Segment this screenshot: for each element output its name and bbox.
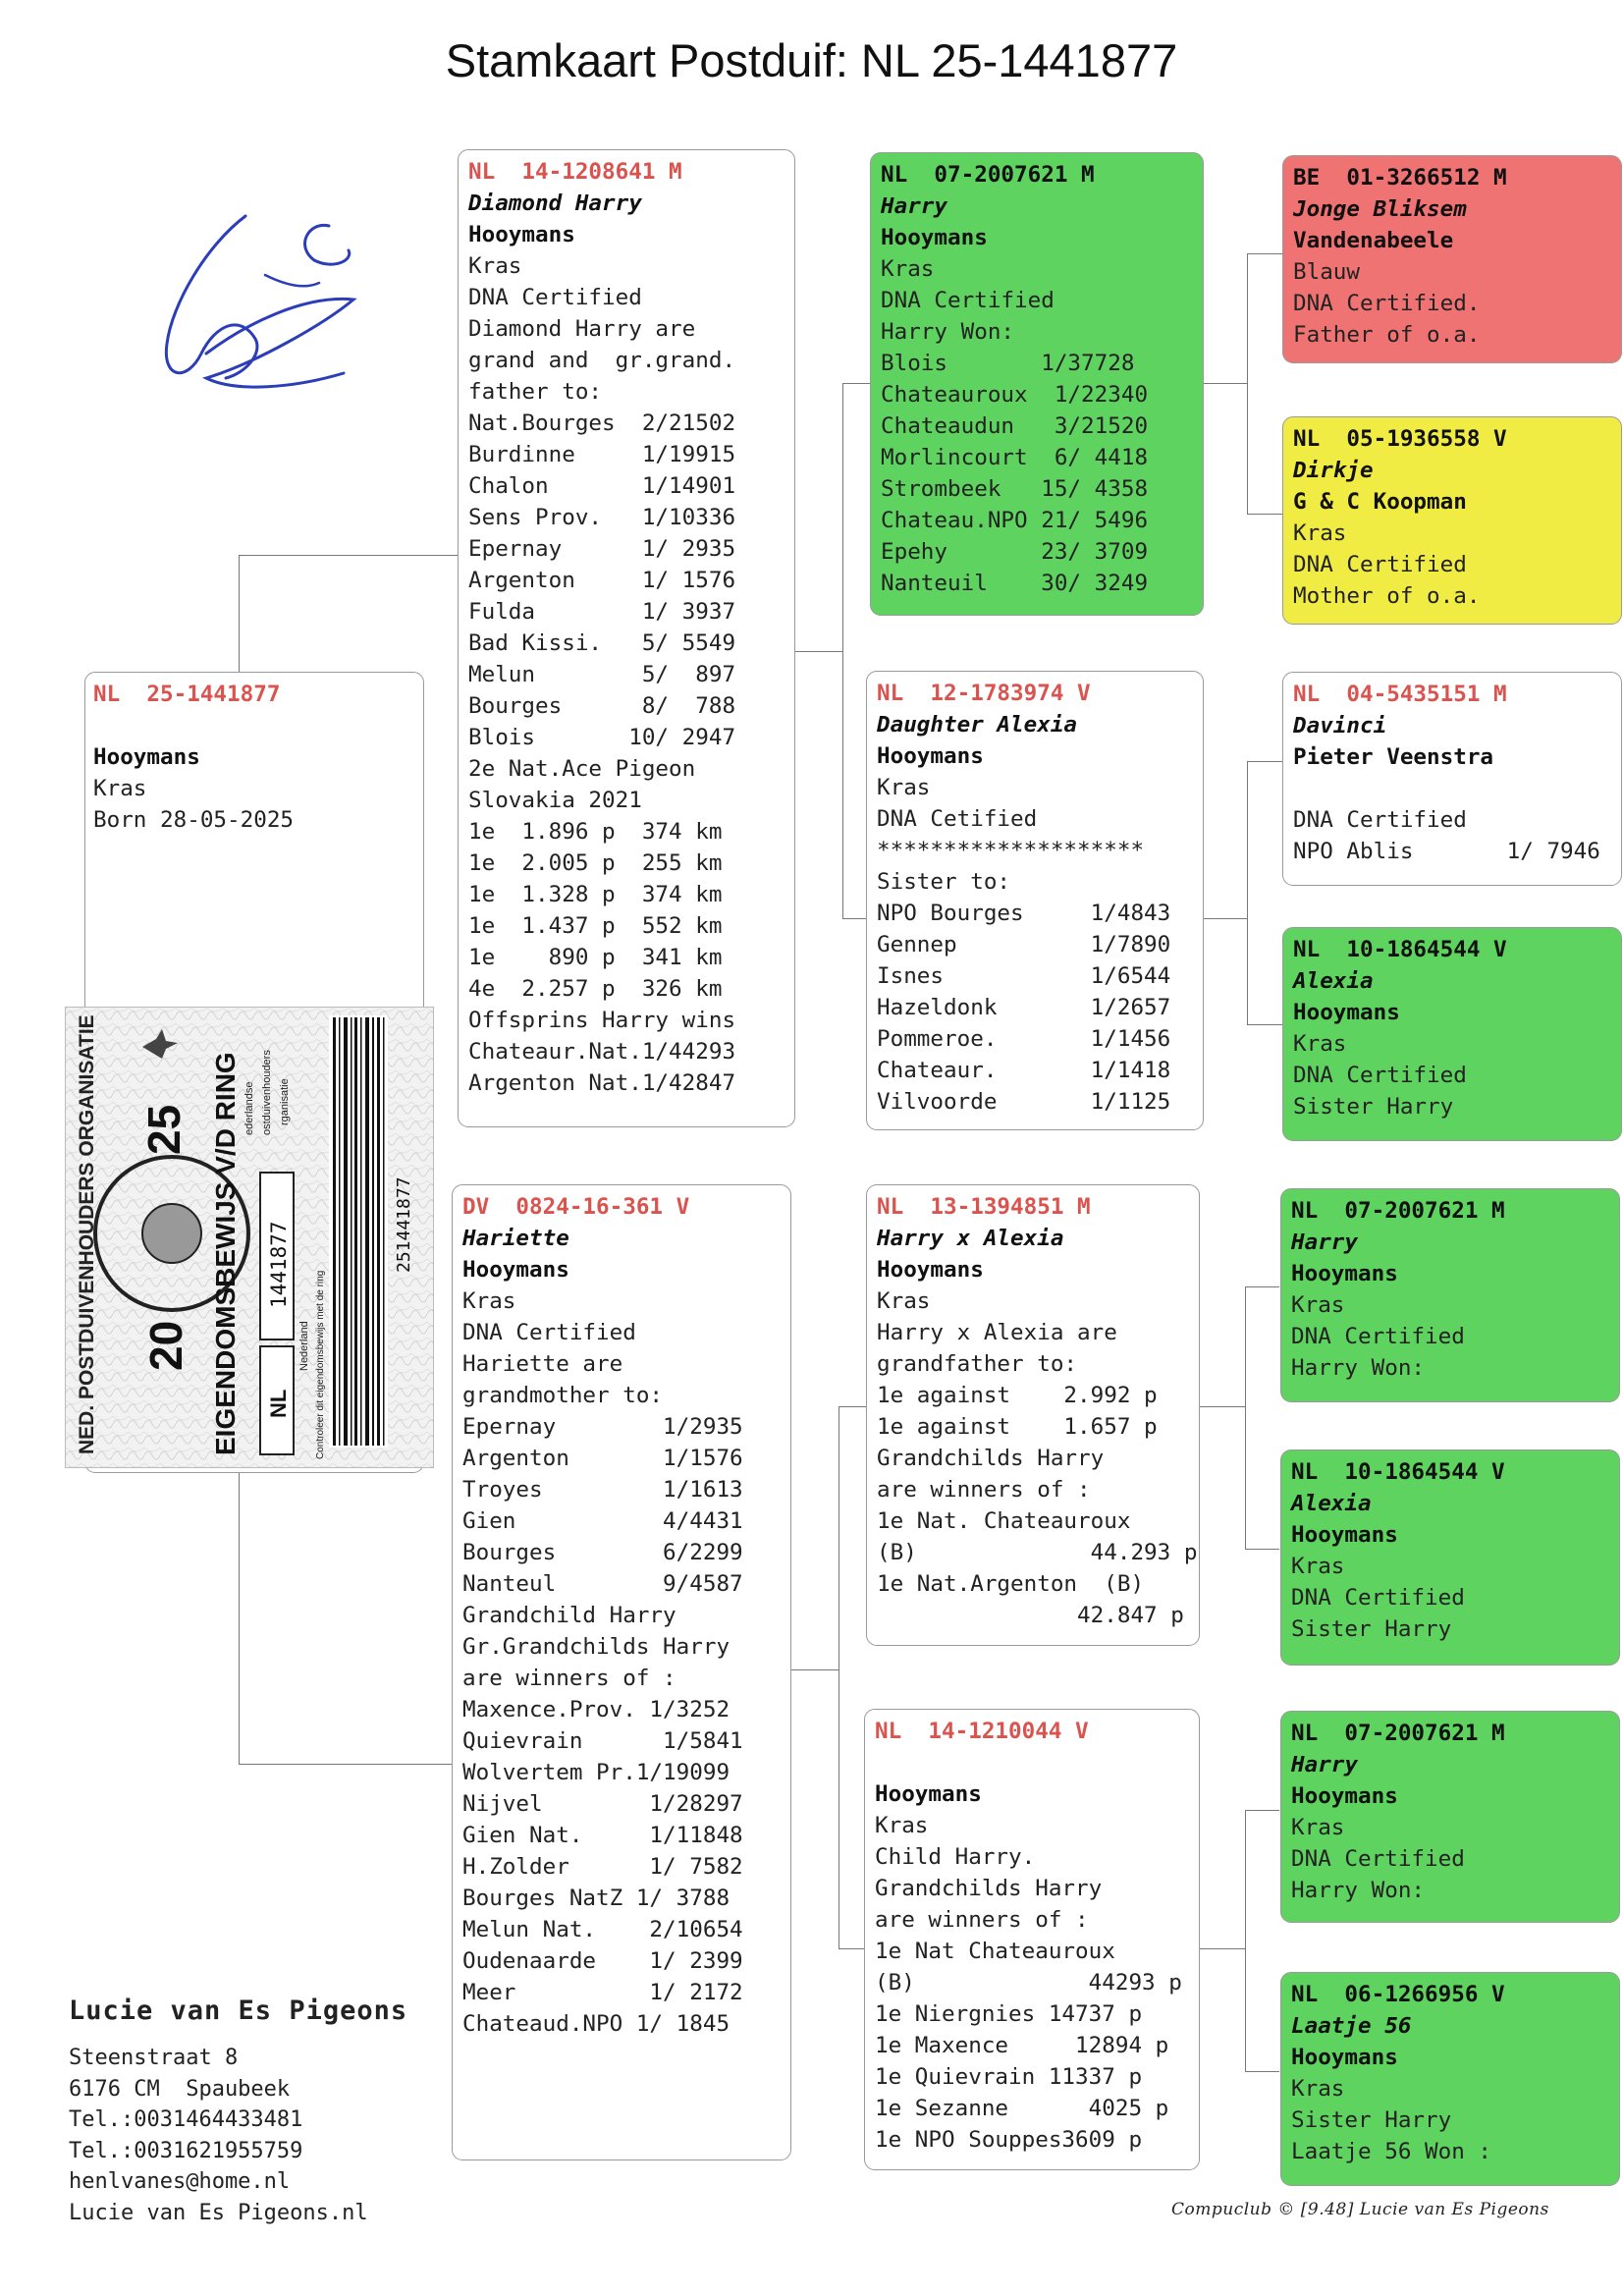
ff-line: DNA Certified (881, 288, 1055, 313)
ff-line: Nanteuil 30/ 3249 (881, 571, 1149, 596)
ff-line: Blois 1/37728 (881, 351, 1135, 376)
ring-card-title: EIGENDOMSBEWIJS V/D RING (210, 1052, 241, 1455)
fmm-line: DNA Certified (1293, 1063, 1467, 1088)
mm-line: are winners of : (875, 1907, 1089, 1933)
ring-card-number: 1441877 (267, 1221, 291, 1308)
mm-line: 1e NPO Souppes3609 p (875, 2127, 1143, 2153)
mm-line: Grandchilds Harry (875, 1876, 1103, 1901)
ring-card-graphic (66, 1008, 433, 1467)
breeder-address (69, 2043, 368, 2228)
mmf-ring: NL 07-2007621 M (1291, 1721, 1505, 1746)
fff-line: DNA Certified. (1293, 291, 1481, 316)
mf-line: Harry x Alexia are (877, 1320, 1117, 1345)
fff-card (1282, 155, 1622, 363)
father-line: DNA Certified (468, 285, 642, 310)
address-line: Steenstraat 8 (69, 2046, 239, 2070)
father-owner: Hooymans (468, 222, 575, 247)
connector (1200, 1406, 1245, 1407)
mm-card (864, 1709, 1200, 2170)
fm-card (866, 671, 1204, 1130)
mother-line: Chateaud.NPO 1/ 1845 (462, 2011, 730, 2037)
father-line: Chalon 1/14901 (468, 473, 736, 499)
mmm-line: Sister Harry (1291, 2107, 1452, 2133)
mm-line: 1e Niergnies 14737 p (875, 2001, 1143, 2027)
mm-line: 1e Nat Chateauroux (875, 1939, 1115, 1964)
mfm-line: DNA Certified (1291, 1585, 1465, 1611)
npo-p-text: ostduivenhouders (261, 1050, 273, 1135)
fmf-ring: NL 04-5435151 M (1293, 682, 1507, 707)
father-card (458, 149, 795, 1127)
connector (842, 383, 843, 918)
fm-ring: NL 12-1783974 V (877, 681, 1091, 706)
ff-card (870, 152, 1204, 616)
father-ring: NL 14-1208641 M (468, 159, 682, 185)
connector (1247, 1024, 1283, 1025)
mf-line: are winners of : (877, 1477, 1091, 1503)
mfm-line: Kras (1291, 1554, 1345, 1579)
connector (1245, 1810, 1279, 1811)
mf-line: 1e against 1.657 p (877, 1414, 1158, 1440)
mmm-ring: NL 06-1266956 V (1291, 1982, 1505, 2007)
fmm-ring: NL 10-1864544 V (1293, 937, 1507, 962)
mff-line: Harry Won: (1291, 1355, 1426, 1381)
father-line: Sens Prov. 1/10336 (468, 505, 736, 530)
ff-line: Chateau.NPO 21/ 5496 (881, 508, 1149, 533)
mother-line: Gien 4/4431 (462, 1508, 743, 1534)
mother-line: Quievrain 1/5841 (462, 1728, 743, 1754)
mmm-card (1280, 1972, 1620, 2186)
mother-line: Oudenaarde 1/ 2399 (462, 1948, 743, 1974)
mff-ring: NL 07-2007621 M (1291, 1198, 1505, 1224)
ff-name: Harry (881, 193, 948, 219)
mff-card (1280, 1188, 1620, 1402)
ring-card-country: NL (266, 1389, 291, 1418)
fm-line: Chateaur. 1/1418 (877, 1058, 1171, 1083)
fm-line: NPO Bourges 1/4843 (877, 901, 1171, 926)
connector (239, 555, 240, 673)
mm-line: 1e Maxence 12894 p (875, 2033, 1169, 2058)
father-line: Kras (468, 253, 522, 279)
mother-line: Hariette are (462, 1351, 623, 1377)
ffm-card (1282, 416, 1622, 625)
father-line: 1e 1.896 p 374 km (468, 819, 723, 845)
barcode-number: 251441877 (394, 1176, 414, 1273)
mm-line: Child Harry. (875, 1844, 1036, 1870)
mf-card (866, 1184, 1200, 1646)
fm-line: Vilvoorde 1/1125 (877, 1089, 1171, 1115)
fmf-card (1282, 672, 1622, 886)
subject-color: Kras (93, 776, 147, 801)
mmm-owner: Hooymans (1291, 2045, 1398, 2070)
ff-line: Chateaudun 3/21520 (881, 413, 1149, 439)
connector (793, 651, 842, 652)
phone-line: Tel.:0031621955759 (69, 2138, 303, 2163)
mother-line: Argenton 1/1576 (462, 1446, 743, 1471)
father-line: 1e 890 p 341 km (468, 945, 723, 970)
address-line: 6176 CM Spaubeek (69, 2076, 291, 2102)
ff-line: Chateauroux 1/22340 (881, 382, 1149, 408)
mm-ring: NL 14-1210044 V (875, 1719, 1089, 1744)
ffm-ring: NL 05-1936558 V (1293, 426, 1507, 452)
mm-line: 1e Sezanne 4025 p (875, 2096, 1169, 2121)
father-line: Fulda 1/ 3937 (468, 599, 736, 625)
father-line: 2e Nat.Ace Pigeon (468, 756, 696, 782)
subject-line (93, 710, 415, 741)
mother-line: Epernay 1/2935 (462, 1414, 743, 1440)
fm-line: Sister to: (877, 869, 1011, 895)
father-line: Epernay 1/ 2935 (468, 536, 736, 562)
mother-name: Hariette (462, 1226, 569, 1251)
fmm-line: Sister Harry (1293, 1094, 1454, 1120)
email-line: henlvanes@home.nl (69, 2169, 291, 2194)
fmf-line: DNA Certified (1293, 807, 1467, 833)
father-line: Argenton Nat.1/42847 (468, 1070, 736, 1096)
ffm-owner: G & C Koopman (1293, 489, 1467, 515)
ffm-line: DNA Certified (1293, 552, 1467, 577)
mm-line: (B) 44293 p (875, 1970, 1182, 1995)
fff-line: Father of o.a. (1293, 322, 1481, 348)
mother-line: Wolvertem Pr.1/19099 (462, 1760, 730, 1785)
fm-line: Isnes 1/6544 (877, 963, 1171, 989)
mf-line: Grandchilds Harry (877, 1446, 1105, 1471)
father-line: 1e 1.328 p 374 km (468, 882, 723, 907)
fm-line: Pommeroe. 1/1456 (877, 1026, 1171, 1052)
fff-line: Blauw (1293, 259, 1361, 285)
father-line: Blois 10/ 2947 (468, 725, 736, 750)
father-line: Burdinne 1/19915 (468, 442, 736, 467)
father-line: Melun 5/ 897 (468, 662, 736, 687)
mm-name (875, 1747, 1189, 1778)
fm-name: Daughter Alexia (877, 712, 1078, 738)
mother-line: DNA Certified (462, 1320, 636, 1345)
ff-line: Kras (881, 256, 935, 282)
mmf-line: Harry Won: (1291, 1878, 1426, 1903)
father-line: 1e 1.437 p 552 km (468, 913, 723, 939)
mmm-name: Laatje 56 (1291, 2013, 1412, 2039)
website-line: Lucie van Es Pigeons.nl (69, 2200, 368, 2225)
father-line: Bad Kissi. 5/ 5549 (468, 630, 736, 656)
ff-ring: NL 07-2007621 M (881, 162, 1095, 188)
mmm-line: Kras (1291, 2076, 1345, 2102)
father-line: Diamond Harry are (468, 316, 696, 342)
fm-line: ******************** (877, 838, 1145, 863)
fff-name: Jonge Bliksem (1293, 196, 1467, 222)
father-line: Argenton 1/ 1576 (468, 568, 736, 593)
mother-ring: DV 0824-16-361 V (462, 1194, 690, 1220)
ff-line: Strombeek 15/ 4358 (881, 476, 1149, 502)
fff-ring: BE 01-3266512 M (1293, 165, 1507, 191)
barcode (329, 1015, 388, 1448)
mother-line: are winners of : (462, 1666, 676, 1691)
father-line: 1e 2.005 p 255 km (468, 850, 723, 876)
connector (1245, 1549, 1279, 1550)
ff-line: Morlincourt 6/ 4418 (881, 445, 1149, 470)
fmf-name: Davinci (1293, 713, 1387, 738)
connector (1200, 1948, 1245, 1949)
mmf-owner: Hooymans (1291, 1783, 1398, 1809)
ffm-line: Mother of o.a. (1293, 583, 1481, 609)
fmf-owner: Pieter Veenstra (1293, 744, 1494, 770)
mm-owner: Hooymans (875, 1781, 982, 1807)
connector (842, 918, 866, 919)
mf-line: 1e Nat. Chateauroux (877, 1508, 1131, 1534)
mff-line: DNA Certified (1291, 1324, 1465, 1349)
page-title: Stamkaart Postduif: NL 25-1441877 (445, 34, 1178, 86)
mff-name: Harry (1291, 1230, 1359, 1255)
mother-line: Nijvel 1/28297 (462, 1791, 743, 1817)
mm-line: Kras (875, 1813, 929, 1838)
mother-line: Gien Nat. 1/11848 (462, 1823, 743, 1848)
fmm-card (1282, 927, 1622, 1141)
subject-ring: NL 25-1441877 (93, 682, 281, 707)
mother-line: Bourges NatZ 1/ 3788 (462, 1886, 730, 1911)
mfm-name: Alexia (1291, 1491, 1372, 1516)
ffm-name: Dirkje (1293, 458, 1374, 483)
ring-ownership-card (65, 1007, 434, 1468)
fm-line: Kras (877, 775, 931, 800)
mf-owner: Hooymans (877, 1257, 984, 1283)
mmm-line: Laatje 56 Won : (1291, 2139, 1492, 2164)
subject-owner: Hooymans (93, 744, 200, 770)
mf-name: Harry x Alexia (877, 1226, 1064, 1251)
fm-line: Hazeldonk 1/2657 (877, 995, 1171, 1020)
mf-line: grandfather to: (877, 1351, 1078, 1377)
fm-line: Gennep 1/7890 (877, 932, 1171, 957)
mother-line: Troyes 1/1613 (462, 1477, 743, 1503)
mother-line: Kras (462, 1288, 516, 1314)
connector (1247, 253, 1283, 254)
ring-card-year-left: 20 (140, 1320, 191, 1371)
fm-owner: Hooymans (877, 743, 984, 769)
connector (839, 1406, 868, 1407)
fmm-owner: Hooymans (1293, 1000, 1400, 1025)
connector (1245, 1286, 1246, 1549)
mmf-name: Harry (1291, 1752, 1359, 1777)
npo-o-text: rganisatie (279, 1078, 291, 1125)
mf-line: 42.847 p (877, 1603, 1184, 1628)
ring-card-year-right: 25 (138, 1104, 189, 1155)
father-name: Diamond Harry (468, 191, 642, 216)
mother-line: grandmother to: (462, 1383, 664, 1408)
npo-n-text: ederlandse (243, 1081, 255, 1135)
ring-card-org: NED. POSTDUIVENHOUDERS ORGANISATIE (76, 1014, 98, 1454)
father-line: 4e 2.257 p 326 km (468, 976, 723, 1002)
connector (789, 1669, 839, 1670)
connector (239, 1463, 240, 1764)
connector (239, 555, 459, 556)
fmm-line: Kras (1293, 1031, 1347, 1057)
connector (1247, 514, 1283, 515)
connector (1204, 383, 1247, 384)
mf-line: (B) 44.293 p (877, 1540, 1198, 1565)
mff-owner: Hooymans (1291, 1261, 1398, 1286)
father-line: Offsprins Harry wins (468, 1008, 736, 1033)
mf-ring: NL 13-1394851 M (877, 1194, 1091, 1220)
connector (842, 383, 872, 384)
ring-card-control-text: Controleer dit eigendomsbewijs met de ring (315, 1270, 326, 1459)
father-line: Bourges 8/ 788 (468, 693, 736, 719)
mfm-owner: Hooymans (1291, 1522, 1398, 1548)
connector (1245, 1286, 1279, 1287)
mfm-card (1280, 1449, 1620, 1666)
mmf-line: Kras (1291, 1815, 1345, 1840)
fmf-line: NPO Ablis 1/ 7946 (1293, 839, 1600, 864)
mother-card (452, 1184, 791, 2160)
mmf-card (1280, 1711, 1620, 1923)
ring-card-country-long: Nederland (298, 1321, 310, 1371)
mother-line: Bourges 6/2299 (462, 1540, 743, 1565)
connector (1245, 2071, 1279, 2072)
connector (1247, 761, 1248, 1024)
mother-owner: Hooymans (462, 1257, 569, 1283)
connector (239, 1764, 453, 1765)
ff-owner: Hooymans (881, 225, 988, 250)
mother-line: Nanteul 9/4587 (462, 1571, 743, 1597)
mother-line: Gr.Grandchilds Harry (462, 1634, 730, 1660)
signature (147, 206, 373, 412)
compuclub-credit: Compuclub © [9.48] Lucie van Es Pigeons (1171, 2200, 1549, 2219)
mf-line: 1e Nat.Argenton (B) (877, 1571, 1145, 1597)
father-line: father to: (468, 379, 603, 405)
ff-line: Harry Won: (881, 319, 1015, 345)
father-line: Chateaur.Nat.1/44293 (468, 1039, 736, 1065)
mfm-line: Sister Harry (1291, 1616, 1452, 1642)
mother-line: Grandchild Harry (462, 1603, 676, 1628)
mother-line: Maxence.Prov. 1/3252 (462, 1697, 730, 1722)
father-line: grand and gr.grand. (468, 348, 736, 373)
subject-born: Born 28-05-2025 (93, 807, 295, 833)
ffm-line: Kras (1293, 520, 1347, 546)
fff-owner: Vandenabeele (1293, 228, 1454, 253)
connector (1200, 918, 1247, 919)
mf-line: Kras (877, 1288, 931, 1314)
ring-card-lion-icon (142, 1204, 201, 1263)
fmm-name: Alexia (1293, 968, 1374, 994)
fm-line: DNA Cetified (877, 806, 1038, 832)
mother-line: H.Zolder 1/ 7582 (462, 1854, 743, 1880)
connector (1245, 1810, 1246, 2071)
mother-line: Meer 1/ 2172 (462, 1980, 743, 2005)
fmf-line (1293, 773, 1611, 804)
mf-line: 1e against 2.992 p (877, 1383, 1158, 1408)
breeder-name: Lucie van Es Pigeons (69, 1995, 408, 2026)
mmf-line: DNA Certified (1291, 1846, 1465, 1872)
mff-line: Kras (1291, 1292, 1345, 1318)
connector (1247, 253, 1248, 514)
mm-line: 1e Quievrain 11337 p (875, 2064, 1143, 2090)
ff-line: Epehy 23/ 3709 (881, 539, 1149, 565)
father-line: Nat.Bourges 2/21502 (468, 410, 736, 436)
father-line: Slovakia 2021 (468, 788, 642, 813)
mfm-ring: NL 10-1864544 V (1291, 1459, 1505, 1485)
connector (1247, 761, 1283, 762)
phone-line: Tel.:0031464433481 (69, 2107, 303, 2132)
mother-line: Melun Nat. 2/10654 (462, 1917, 743, 1942)
